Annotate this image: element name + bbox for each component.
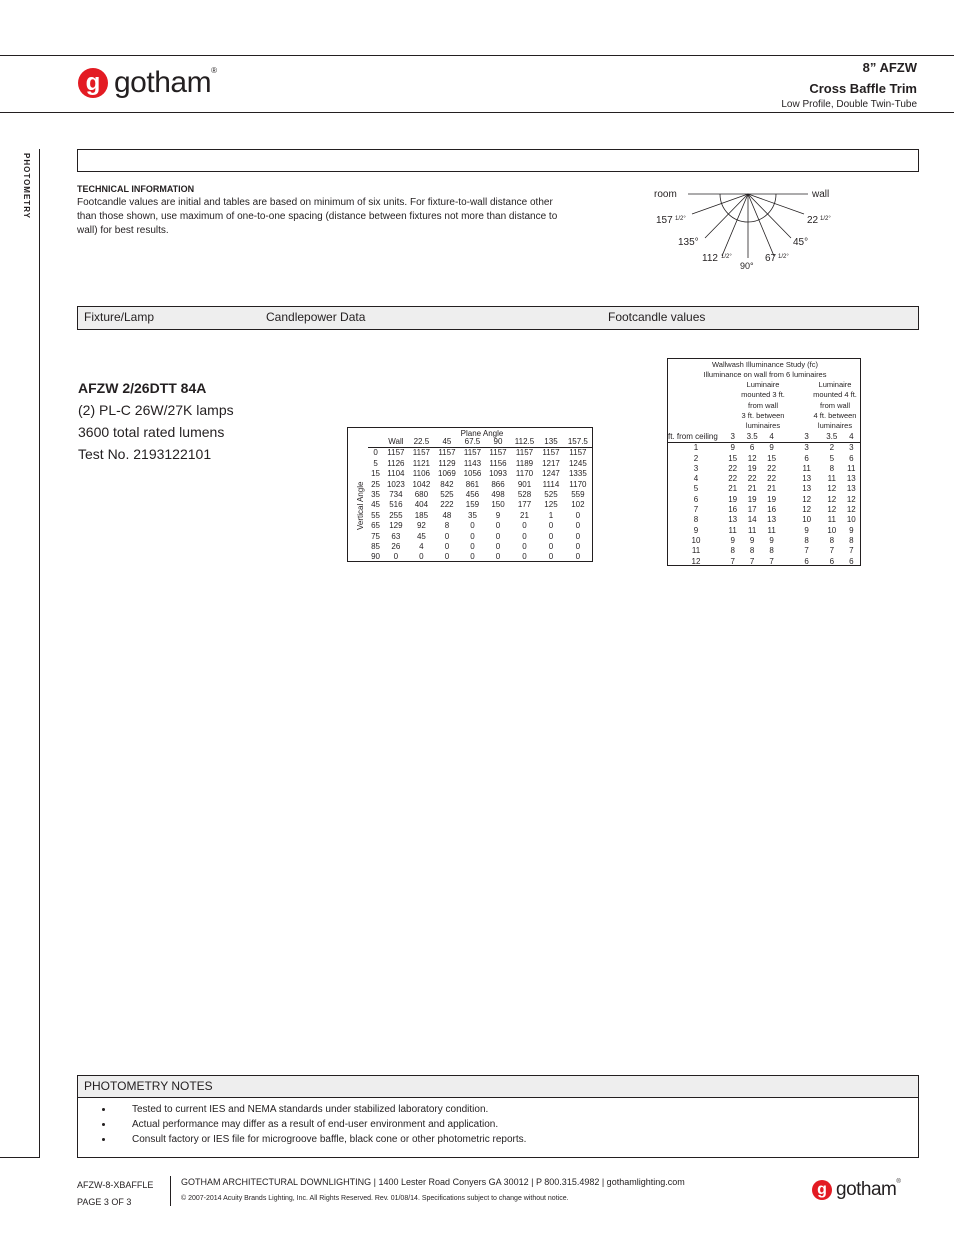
wallwash-value-cell: 7 bbox=[749, 556, 755, 566]
cp-value-cell: 129 bbox=[389, 521, 403, 531]
wallwash-value-cell: 12 bbox=[827, 505, 837, 515]
wallwash-value-cell: 10 bbox=[846, 515, 856, 525]
wallwash-value-cell: 22 bbox=[767, 463, 777, 473]
angle-90: 90° bbox=[740, 261, 754, 271]
footer-logo bbox=[812, 1179, 900, 1201]
wallwash-value-cell: 8 bbox=[769, 546, 774, 556]
wallwash-value-cell: 15 bbox=[767, 453, 777, 463]
cp-value-cell: 9 bbox=[495, 510, 501, 520]
cp-value-cell: 222 bbox=[440, 500, 454, 510]
wallwash-value-cell: 13 bbox=[846, 484, 856, 494]
cp-value-cell: 866 bbox=[491, 479, 505, 489]
angle-135: 135° bbox=[678, 237, 699, 248]
wallwash-row bbox=[668, 484, 860, 494]
gotham-logo-icon: g bbox=[78, 68, 108, 98]
cp-value-cell: 0 bbox=[495, 521, 501, 531]
cp-value-cell: 1126 bbox=[387, 458, 405, 468]
cp-value-cell: 1157 bbox=[463, 448, 482, 458]
cp-value-cell: 0 bbox=[575, 542, 581, 552]
cp-row bbox=[368, 500, 592, 510]
wallwash-row bbox=[668, 505, 860, 515]
cp-value-cell: 0 bbox=[444, 542, 450, 552]
tech-body: Footcandle values are initial and tables are based on minimum of six units. For fixture-to-wall distance other than those shown, use maximum of one-to-one spacing (distance between fixtures not more than distance to wall) for best results. bbox=[77, 197, 558, 236]
wallwash-header-cell: 3 bbox=[804, 432, 809, 441]
wallwash-ft-cell: 3 bbox=[693, 463, 699, 473]
product-subtitle: Low Profile, Double Twin-Tube bbox=[781, 99, 917, 110]
wallwash-value-cell: 13 bbox=[728, 515, 738, 525]
cp-value-cell: 0 bbox=[470, 542, 475, 552]
cp-value-cell: 0 bbox=[548, 531, 554, 541]
fixture-lamp-header: Fixture/Lamp bbox=[84, 310, 155, 324]
wallwash-value-cell: 7 bbox=[829, 546, 835, 556]
lamp-lumens: 3600 total rated lumens bbox=[78, 424, 225, 440]
cp-value-cell: 1335 bbox=[568, 469, 587, 479]
wallwash-value-cell: 2 bbox=[829, 443, 835, 453]
lamp-model: AFZW 2/26DTT 84A bbox=[78, 380, 207, 396]
footcandle-header: Footcandle values bbox=[608, 310, 706, 324]
wallwash-value-cell: 13 bbox=[802, 484, 812, 494]
wallwash-group-line: 3 ft. between bbox=[741, 410, 785, 420]
angle-67-5-frac: 1/2° bbox=[778, 254, 789, 260]
wallwash-group-line: luminaires bbox=[745, 421, 781, 431]
cp-angle-cell: 55 bbox=[371, 510, 380, 520]
wallwash-ft-cell: 9 bbox=[693, 525, 699, 535]
angle-45: 45° bbox=[793, 237, 809, 248]
cp-value-cell: 0 bbox=[470, 531, 475, 541]
cp-value-cell: 404 bbox=[414, 500, 429, 510]
cp-value-cell: 734 bbox=[389, 490, 403, 500]
wallwash-header-cell: 3.5 bbox=[746, 432, 758, 441]
cp-angle-cell: 35 bbox=[371, 490, 380, 500]
wallwash-group-line: from wall bbox=[747, 400, 778, 410]
cp-row bbox=[368, 511, 592, 521]
cp-value-cell: 26 bbox=[391, 542, 401, 552]
wallwash-value-cell: 16 bbox=[728, 505, 738, 515]
cp-angle-cell: 85 bbox=[371, 542, 380, 552]
wallwash-value-cell: 13 bbox=[802, 474, 812, 484]
wallwash-value-cell: 12 bbox=[846, 505, 856, 515]
wallwash-ft-cell: 2 bbox=[693, 453, 699, 463]
notes-list bbox=[78, 1104, 526, 1149]
cp-value-cell: 1104 bbox=[387, 469, 405, 479]
cp-value-cell: 1189 bbox=[515, 458, 534, 468]
product-title-block bbox=[781, 60, 917, 110]
wallwash-value-cell: 8 bbox=[829, 535, 835, 545]
wallwash-value-cell: 7 bbox=[769, 556, 774, 566]
wallwash-value-cell: 10 bbox=[802, 515, 812, 525]
tech-heading: TECHNICAL INFORMATION bbox=[77, 184, 195, 194]
wallwash-value-cell: 11 bbox=[747, 525, 757, 535]
wallwash-value-cell: 19 bbox=[747, 494, 757, 504]
wallwash-value-cell: 11 bbox=[767, 525, 776, 535]
cp-value-cell: 1069 bbox=[438, 469, 456, 479]
cp-header-cell: 67.5 bbox=[464, 437, 481, 446]
plane-angle-title: Plane Angle bbox=[460, 429, 504, 438]
cp-value-cell: 150 bbox=[491, 500, 505, 510]
wallwash-ft-cell: 1 bbox=[693, 443, 699, 453]
wallwash-header-cell: 3.5 bbox=[826, 432, 838, 441]
cp-row bbox=[368, 480, 592, 490]
cp-value-cell: 1217 bbox=[542, 458, 560, 468]
cp-value-cell: 861 bbox=[465, 479, 480, 489]
wallwash-row bbox=[668, 536, 860, 546]
cp-value-cell: 0 bbox=[470, 521, 475, 531]
cp-value-cell: 525 bbox=[544, 490, 558, 500]
cp-value-cell: 0 bbox=[495, 552, 501, 562]
wallwash-value-cell: 7 bbox=[849, 546, 854, 556]
wallwash-value-cell: 19 bbox=[767, 494, 777, 504]
wallwash-value-cell: 22 bbox=[728, 463, 738, 473]
cp-value-cell: 559 bbox=[571, 490, 585, 500]
wallwash-row bbox=[668, 546, 860, 556]
cp-header-cell: Wall bbox=[388, 437, 404, 446]
cp-value-cell: 1106 bbox=[412, 469, 430, 479]
wallwash-value-cell: 5 bbox=[829, 453, 835, 463]
lamp-type: (2) PL-C 26W/27K lamps bbox=[78, 402, 234, 418]
wallwash-value-cell: 22 bbox=[767, 474, 777, 484]
cp-angle-cell: 45 bbox=[371, 500, 380, 510]
wallwash-value-cell: 7 bbox=[804, 546, 809, 556]
wallwash-value-cell: 21 bbox=[728, 484, 738, 494]
cp-value-cell: 1093 bbox=[489, 469, 507, 479]
wallwash-row-label: ft. from ceiling bbox=[668, 432, 718, 441]
cp-value-cell: 1247 bbox=[542, 469, 560, 479]
brand-name: gotham® bbox=[114, 66, 217, 99]
cp-value-cell: 1157 bbox=[387, 448, 405, 458]
wallwash-value-cell: 8 bbox=[849, 535, 854, 545]
wallwash-value-cell: 6 bbox=[804, 453, 809, 463]
column-header-bar bbox=[77, 306, 919, 330]
vertical-angle-label: Vertical Angle bbox=[356, 481, 365, 530]
angle-22-5-frac: 1/2° bbox=[820, 216, 831, 222]
cp-value-cell: 159 bbox=[465, 500, 480, 510]
wallwash-value-cell: 8 bbox=[804, 535, 809, 545]
cp-value-cell: 63 bbox=[391, 531, 401, 541]
notes-heading: PHOTOMETRY NOTES bbox=[84, 1079, 213, 1093]
wallwash-grid bbox=[668, 432, 860, 567]
wallwash-value-cell: 21 bbox=[747, 484, 757, 494]
cp-value-cell: 0 bbox=[522, 542, 527, 552]
wallwash-header-cell: 4 bbox=[769, 432, 774, 441]
plane-angle-diagram bbox=[640, 180, 850, 275]
notes-body bbox=[77, 1097, 919, 1158]
cp-row bbox=[368, 469, 592, 479]
wallwash-value-cell: 11 bbox=[802, 463, 811, 473]
cp-value-cell: 0 bbox=[495, 542, 501, 552]
cp-value-cell: 102 bbox=[571, 500, 585, 510]
sidebar-bottom-rule bbox=[0, 1157, 40, 1158]
wallwash-value-cell: 6 bbox=[829, 556, 835, 566]
cp-angle-cell: 65 bbox=[371, 521, 380, 531]
wallwash-value-cell: 12 bbox=[802, 494, 812, 504]
cp-value-cell: 4 bbox=[419, 542, 424, 552]
brand-logo bbox=[78, 66, 216, 100]
wallwash-group-line: from wall bbox=[819, 400, 850, 410]
wallwash-ft-cell: 11 bbox=[691, 546, 701, 556]
wallwash-value-cell: 3 bbox=[849, 443, 854, 453]
wallwash-value-cell: 11 bbox=[827, 474, 836, 484]
cp-value-cell: 0 bbox=[495, 531, 501, 541]
cp-angle-cell: 15 bbox=[371, 469, 380, 479]
wallwash-value-cell: 9 bbox=[849, 525, 854, 535]
wallwash-row bbox=[668, 474, 860, 484]
wallwash-value-cell: 17 bbox=[747, 505, 757, 515]
cp-header-cell: 22.5 bbox=[413, 437, 430, 446]
wallwash-value-cell: 9 bbox=[730, 535, 735, 545]
wallwash-group-3ft bbox=[730, 380, 796, 431]
header-rule bbox=[0, 112, 954, 113]
cp-angle-cell: 90 bbox=[371, 552, 380, 562]
company-info: GOTHAM ARCHITECTURAL DOWNLIGHTING | 1400 Lester Road Conyers GA 30012 | P 800.315.4982 | gothamlighting.com bbox=[181, 1177, 685, 1187]
wallwash-value-cell: 19 bbox=[747, 463, 757, 473]
wallwash-value-cell: 22 bbox=[747, 474, 757, 484]
cp-value-cell: 1 bbox=[548, 510, 554, 520]
cp-value-cell: 0 bbox=[548, 521, 554, 531]
wallwash-ft-cell: 5 bbox=[693, 484, 699, 494]
cp-value-cell: 0 bbox=[419, 552, 424, 562]
candlepower-header: Candlepower Data bbox=[266, 310, 366, 324]
cp-value-cell: 1157 bbox=[412, 448, 430, 458]
cp-value-cell: 680 bbox=[414, 490, 429, 500]
cp-row bbox=[368, 448, 592, 459]
technical-information bbox=[77, 184, 567, 238]
wallwash-value-cell: 13 bbox=[767, 515, 777, 525]
wallwash-value-cell: 12 bbox=[827, 494, 837, 504]
wallwash-value-cell: 7 bbox=[730, 556, 735, 566]
cp-value-cell: 0 bbox=[548, 542, 554, 552]
section-header-box bbox=[77, 149, 919, 172]
wallwash-value-cell: 6 bbox=[849, 556, 854, 566]
cp-value-cell: 0 bbox=[470, 552, 475, 562]
wallwash-value-cell: 12 bbox=[747, 453, 757, 463]
cp-value-cell: 0 bbox=[575, 510, 581, 520]
cp-value-cell: 185 bbox=[414, 510, 429, 520]
cp-value-cell: 1157 bbox=[542, 448, 560, 458]
cp-header-cell: 135 bbox=[544, 437, 558, 446]
wallwash-value-cell: 14 bbox=[747, 515, 757, 525]
cp-value-cell: 0 bbox=[444, 552, 450, 562]
cp-value-cell: 516 bbox=[389, 500, 403, 510]
cp-value-cell: 0 bbox=[548, 552, 554, 562]
cp-value-cell: 1157 bbox=[569, 448, 587, 458]
angle-157-5: 157 bbox=[656, 215, 673, 226]
wallwash-value-cell: 6 bbox=[749, 443, 755, 453]
cp-value-cell: 901 bbox=[517, 479, 532, 489]
wallwash-value-cell: 16 bbox=[767, 505, 777, 515]
trim-name: Cross Baffle Trim bbox=[809, 81, 917, 96]
angle-112-5: 112 bbox=[702, 253, 718, 264]
wallwash-row bbox=[668, 557, 860, 567]
cp-row bbox=[368, 542, 592, 552]
wallwash-value-cell: 10 bbox=[827, 525, 837, 535]
wallwash-value-cell: 11 bbox=[847, 463, 856, 473]
wallwash-ft-cell: 6 bbox=[693, 494, 699, 504]
cp-value-cell: 525 bbox=[440, 490, 454, 500]
cp-row bbox=[368, 552, 592, 562]
wallwash-ft-cell: 12 bbox=[691, 556, 701, 566]
cp-value-cell: 125 bbox=[544, 500, 558, 510]
cp-header-cell: 112.5 bbox=[514, 437, 535, 446]
wallwash-value-cell: 12 bbox=[802, 505, 812, 515]
cp-value-cell: 8 bbox=[444, 521, 450, 531]
cp-value-cell: 1170 bbox=[515, 469, 534, 479]
cp-value-cell: 0 bbox=[522, 552, 527, 562]
wallwash-header-cell: 3 bbox=[730, 432, 735, 441]
footer-divider bbox=[170, 1176, 171, 1206]
cp-angle-cell: 25 bbox=[371, 479, 380, 489]
document-code: AFZW-8-XBAFFLE bbox=[77, 1180, 154, 1190]
cp-value-cell: 45 bbox=[416, 531, 426, 541]
wallwash-value-cell: 12 bbox=[827, 484, 837, 494]
cp-value-cell: 1056 bbox=[463, 469, 482, 479]
wallwash-value-cell: 9 bbox=[749, 535, 755, 545]
wallwash-value-cell: 13 bbox=[846, 474, 856, 484]
cp-value-cell: 1157 bbox=[438, 448, 456, 458]
cp-value-cell: 0 bbox=[393, 552, 399, 562]
angle-112-5-frac: 1/2° bbox=[721, 254, 732, 260]
wallwash-row bbox=[668, 526, 860, 536]
cp-row bbox=[368, 521, 592, 531]
cp-value-cell: 1170 bbox=[569, 479, 587, 489]
wallwash-group-4ft bbox=[802, 380, 868, 431]
cp-angle-cell: 75 bbox=[371, 531, 380, 541]
wallwash-value-cell: 12 bbox=[846, 494, 856, 504]
wallwash-group-line: 4 ft. between bbox=[813, 410, 857, 420]
cp-value-cell: 1245 bbox=[568, 458, 587, 468]
gotham-logo-icon: g bbox=[812, 1180, 832, 1200]
cp-value-cell: 1042 bbox=[412, 479, 431, 489]
wallwash-value-cell: 6 bbox=[804, 556, 809, 566]
wallwash-value-cell: 11 bbox=[728, 525, 737, 535]
wallwash-value-cell: 8 bbox=[829, 463, 835, 473]
cp-value-cell: 1156 bbox=[489, 458, 507, 468]
cp-value-cell: 1023 bbox=[386, 479, 405, 489]
wallwash-group-line: mounted 4 ft. bbox=[813, 390, 857, 400]
wall-label: wall bbox=[812, 189, 830, 200]
cp-row bbox=[368, 459, 592, 469]
sidebar-rule bbox=[39, 149, 40, 1157]
cp-angle-cell: 0 bbox=[373, 448, 378, 458]
footer-brand-name: gotham® bbox=[836, 1179, 901, 1200]
cp-value-cell: 1143 bbox=[463, 458, 482, 468]
candlepower-grid bbox=[368, 437, 592, 563]
wallwash-value-cell: 15 bbox=[728, 453, 738, 463]
wallwash-value-cell: 9 bbox=[769, 535, 774, 545]
wallwash-value-cell: 22 bbox=[728, 474, 738, 484]
wallwash-value-cell: 9 bbox=[769, 443, 774, 453]
cp-value-cell: 1114 bbox=[542, 479, 560, 489]
cp-value-cell: 498 bbox=[491, 490, 505, 500]
cp-value-cell: 35 bbox=[468, 510, 477, 520]
note-item: • Consult factory or IES file for microgroove baffle, black cone or other photometric reports. bbox=[114, 1134, 526, 1145]
note-item: • Tested to current IES and NEMA standards under stabilized laboratory condition. bbox=[114, 1104, 526, 1115]
wallwash-value-cell: 21 bbox=[767, 484, 777, 494]
wallwash-ft-cell: 4 bbox=[693, 474, 699, 484]
cp-value-cell: 0 bbox=[575, 521, 581, 531]
angle-67-5: 67 bbox=[765, 253, 777, 264]
top-rule bbox=[0, 55, 954, 56]
wallwash-value-cell: 6 bbox=[849, 453, 854, 463]
wallwash-value-cell: 9 bbox=[804, 525, 809, 535]
notes-header bbox=[77, 1075, 919, 1098]
wallwash-row bbox=[668, 454, 860, 464]
wallwash-ft-cell: 7 bbox=[693, 505, 699, 515]
cp-value-cell: 0 bbox=[575, 552, 581, 562]
cp-header-cell: 157.5 bbox=[567, 437, 588, 446]
cp-header-cell: 90 bbox=[493, 437, 503, 446]
cp-value-cell: 1157 bbox=[515, 448, 534, 458]
cp-value-cell: 1157 bbox=[489, 448, 507, 458]
cp-value-cell: 1129 bbox=[438, 458, 456, 468]
wallwash-group-line: Luminaire bbox=[818, 380, 852, 389]
wallwash-subtitle: Illuminance on wall from 6 luminaires bbox=[703, 370, 827, 379]
product-name: 8” AFZW bbox=[862, 60, 917, 75]
wallwash-value-cell: 8 bbox=[749, 546, 755, 556]
wallwash-value-cell: 11 bbox=[827, 515, 836, 525]
wallwash-row bbox=[668, 495, 860, 505]
wallwash-group-line: luminaires bbox=[817, 421, 853, 431]
sidebar-label: PHOTOMETRY bbox=[22, 153, 31, 220]
cp-value-cell: 0 bbox=[575, 531, 581, 541]
wallwash-value-cell: 19 bbox=[728, 494, 738, 504]
room-label: room bbox=[654, 189, 677, 200]
note-item: • Actual performance may differ as a result of end-user environment and application. bbox=[114, 1119, 526, 1130]
cp-value-cell: 21 bbox=[520, 510, 529, 520]
angle-157-5-frac: 1/2° bbox=[675, 216, 686, 222]
wallwash-row bbox=[668, 464, 860, 474]
test-number: Test No. 2193122101 bbox=[78, 446, 212, 462]
wallwash-value-cell: 3 bbox=[804, 443, 809, 453]
cp-value-cell: 0 bbox=[522, 521, 527, 531]
cp-value-cell: 48 bbox=[442, 510, 452, 520]
wallwash-header-cell: 4 bbox=[849, 432, 854, 441]
wallwash-group-line: mounted 3 ft. bbox=[741, 390, 785, 400]
cp-value-cell: 0 bbox=[444, 531, 450, 541]
cp-value-cell: 842 bbox=[440, 479, 454, 489]
lamp-info bbox=[78, 380, 234, 462]
cp-row bbox=[368, 490, 592, 500]
cp-value-cell: 255 bbox=[389, 510, 403, 520]
cp-value-cell: 177 bbox=[517, 500, 532, 510]
wallwash-table bbox=[667, 358, 861, 566]
cp-row bbox=[368, 532, 592, 542]
candlepower-table bbox=[347, 427, 593, 562]
cp-value-cell: 456 bbox=[465, 490, 480, 500]
copyright: © 2007-2014 Acuity Brands Lighting, Inc. All Rights Reserved. Rev. 01/08/14. Specifications subject to change without notice. bbox=[181, 1195, 569, 1202]
wallwash-ft-cell: 10 bbox=[691, 535, 701, 545]
wallwash-ft-cell: 8 bbox=[693, 515, 699, 525]
wallwash-value-cell: 9 bbox=[730, 443, 735, 453]
cp-value-cell: 0 bbox=[522, 531, 527, 541]
cp-value-cell: 92 bbox=[416, 521, 426, 531]
wallwash-row bbox=[668, 515, 860, 525]
wallwash-value-cell: 8 bbox=[730, 546, 735, 556]
cp-header-cell: 45 bbox=[442, 437, 452, 446]
cp-corner bbox=[368, 437, 383, 448]
wallwash-row bbox=[668, 443, 860, 454]
angle-22-5: 22 bbox=[807, 215, 819, 226]
cp-angle-cell: 5 bbox=[373, 458, 378, 468]
wallwash-title: Wallwash Illuminance Study (fc) bbox=[711, 360, 818, 369]
cp-value-cell: 1121 bbox=[412, 458, 430, 468]
wallwash-group-line: Luminaire bbox=[746, 380, 780, 389]
cp-value-cell: 528 bbox=[517, 490, 532, 500]
page-number: PAGE 3 OF 3 bbox=[77, 1197, 132, 1207]
